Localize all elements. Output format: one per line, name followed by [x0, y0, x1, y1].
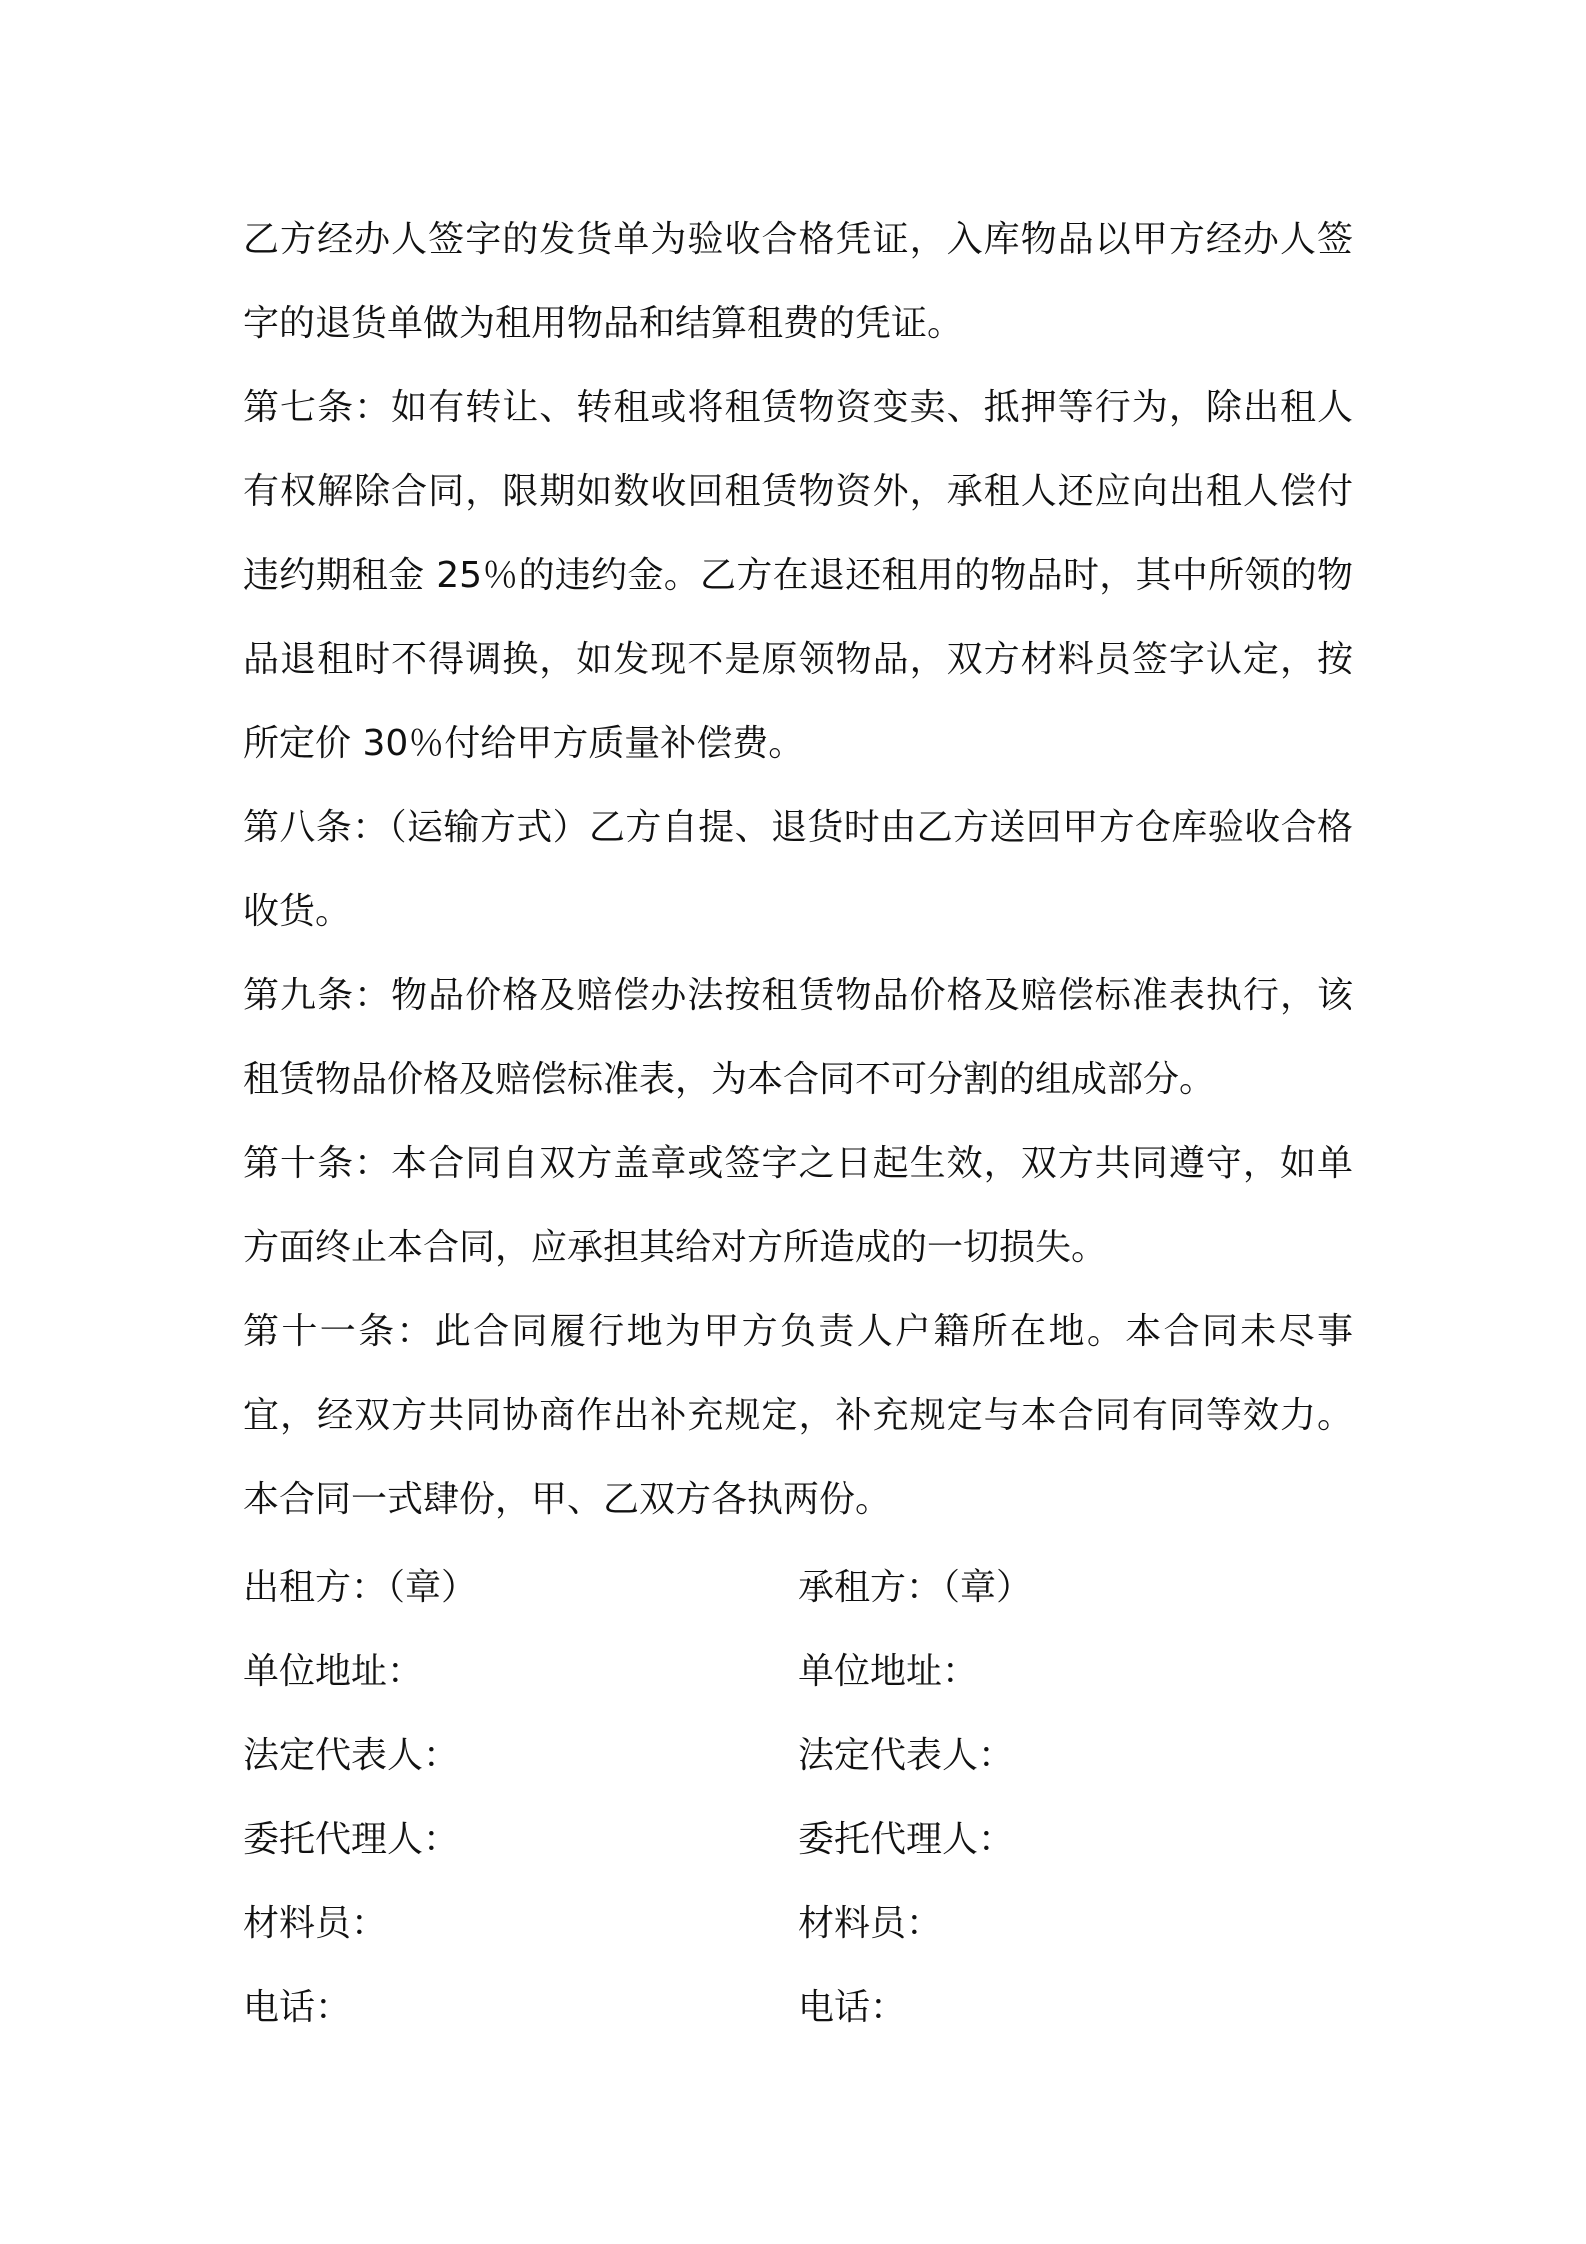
paragraph-article-7: 第七条：如有转让、转租或将租赁物资变卖、抵押等行为，除出租人有权解除合同，限期如数收回租赁物资外，承租人还应向出租人偿付违约期租金 25％的违约金。乙方在退还租用的物品时，其中所领的物品退租时不得调换，如发现不是原领物品，双方材料员签字认定，按所定价 30％付给甲方质量补偿费。 [243, 387, 1353, 764]
signature-row-legal-rep [243, 1710, 1353, 1794]
signature-row-agent [243, 1794, 1353, 1878]
signature-row-address [243, 1626, 1353, 1710]
lessor-legal-rep-label: 法定代表人： [243, 1734, 460, 1776]
lessor-phone-label: 电话： [243, 1986, 352, 2028]
lessee-legal-rep-label: 法定代表人： [798, 1734, 1015, 1776]
paragraph-article-9: 第九条：物品价格及赔偿办法按租赁物品价格及赔偿标准表执行，该租赁物品价格及赔偿标准表，为本合同不可分割的组成部分。 [243, 975, 1353, 1100]
paragraph-receipt-terms: 乙方经办人签字的发货单为验收合格凭证，入库物品以甲方经办人签字的退货单做为租用物品和结算租费的凭证。 [243, 219, 1353, 344]
signature-row-materials [243, 1878, 1353, 1962]
document-body [243, 198, 1353, 2046]
paragraph-article-8: 第八条：（运输方式）乙方自提、退货时由乙方送回甲方仓库验收合格收货。 [243, 807, 1353, 932]
paragraph-article-11: 第十一条：此合同履行地为甲方负责人户籍所在地。本合同未尽事宜，经双方共同协商作出补充规定，补充规定与本合同有同等效力。本合同一式肆份，甲、乙双方各执两份。 [243, 1311, 1353, 1520]
signature-row-phone [243, 1962, 1353, 2046]
lessee-label: 承租方：（章） [798, 1566, 1033, 1608]
signature-block [243, 1542, 1353, 2046]
paragraph-article-10: 第十条：本合同自双方盖章或签字之日起生效，双方共同遵守，如单方面终止本合同，应承担其给对方所造成的一切损失。 [243, 1143, 1353, 1268]
lessor-label: 出租方：（章） [243, 1566, 478, 1608]
lessor-agent-label: 委托代理人： [243, 1818, 460, 1860]
lessor-address-label: 单位地址： [243, 1650, 424, 1692]
lessee-phone-label: 电话： [798, 1986, 907, 2028]
lessee-address-label: 单位地址： [798, 1650, 979, 1692]
lessee-agent-label: 委托代理人： [798, 1818, 1015, 1860]
signature-row-party [243, 1542, 1353, 1626]
lessor-materials-label: 材料员： [243, 1902, 388, 1944]
lessee-materials-label: 材料员： [798, 1902, 943, 1944]
